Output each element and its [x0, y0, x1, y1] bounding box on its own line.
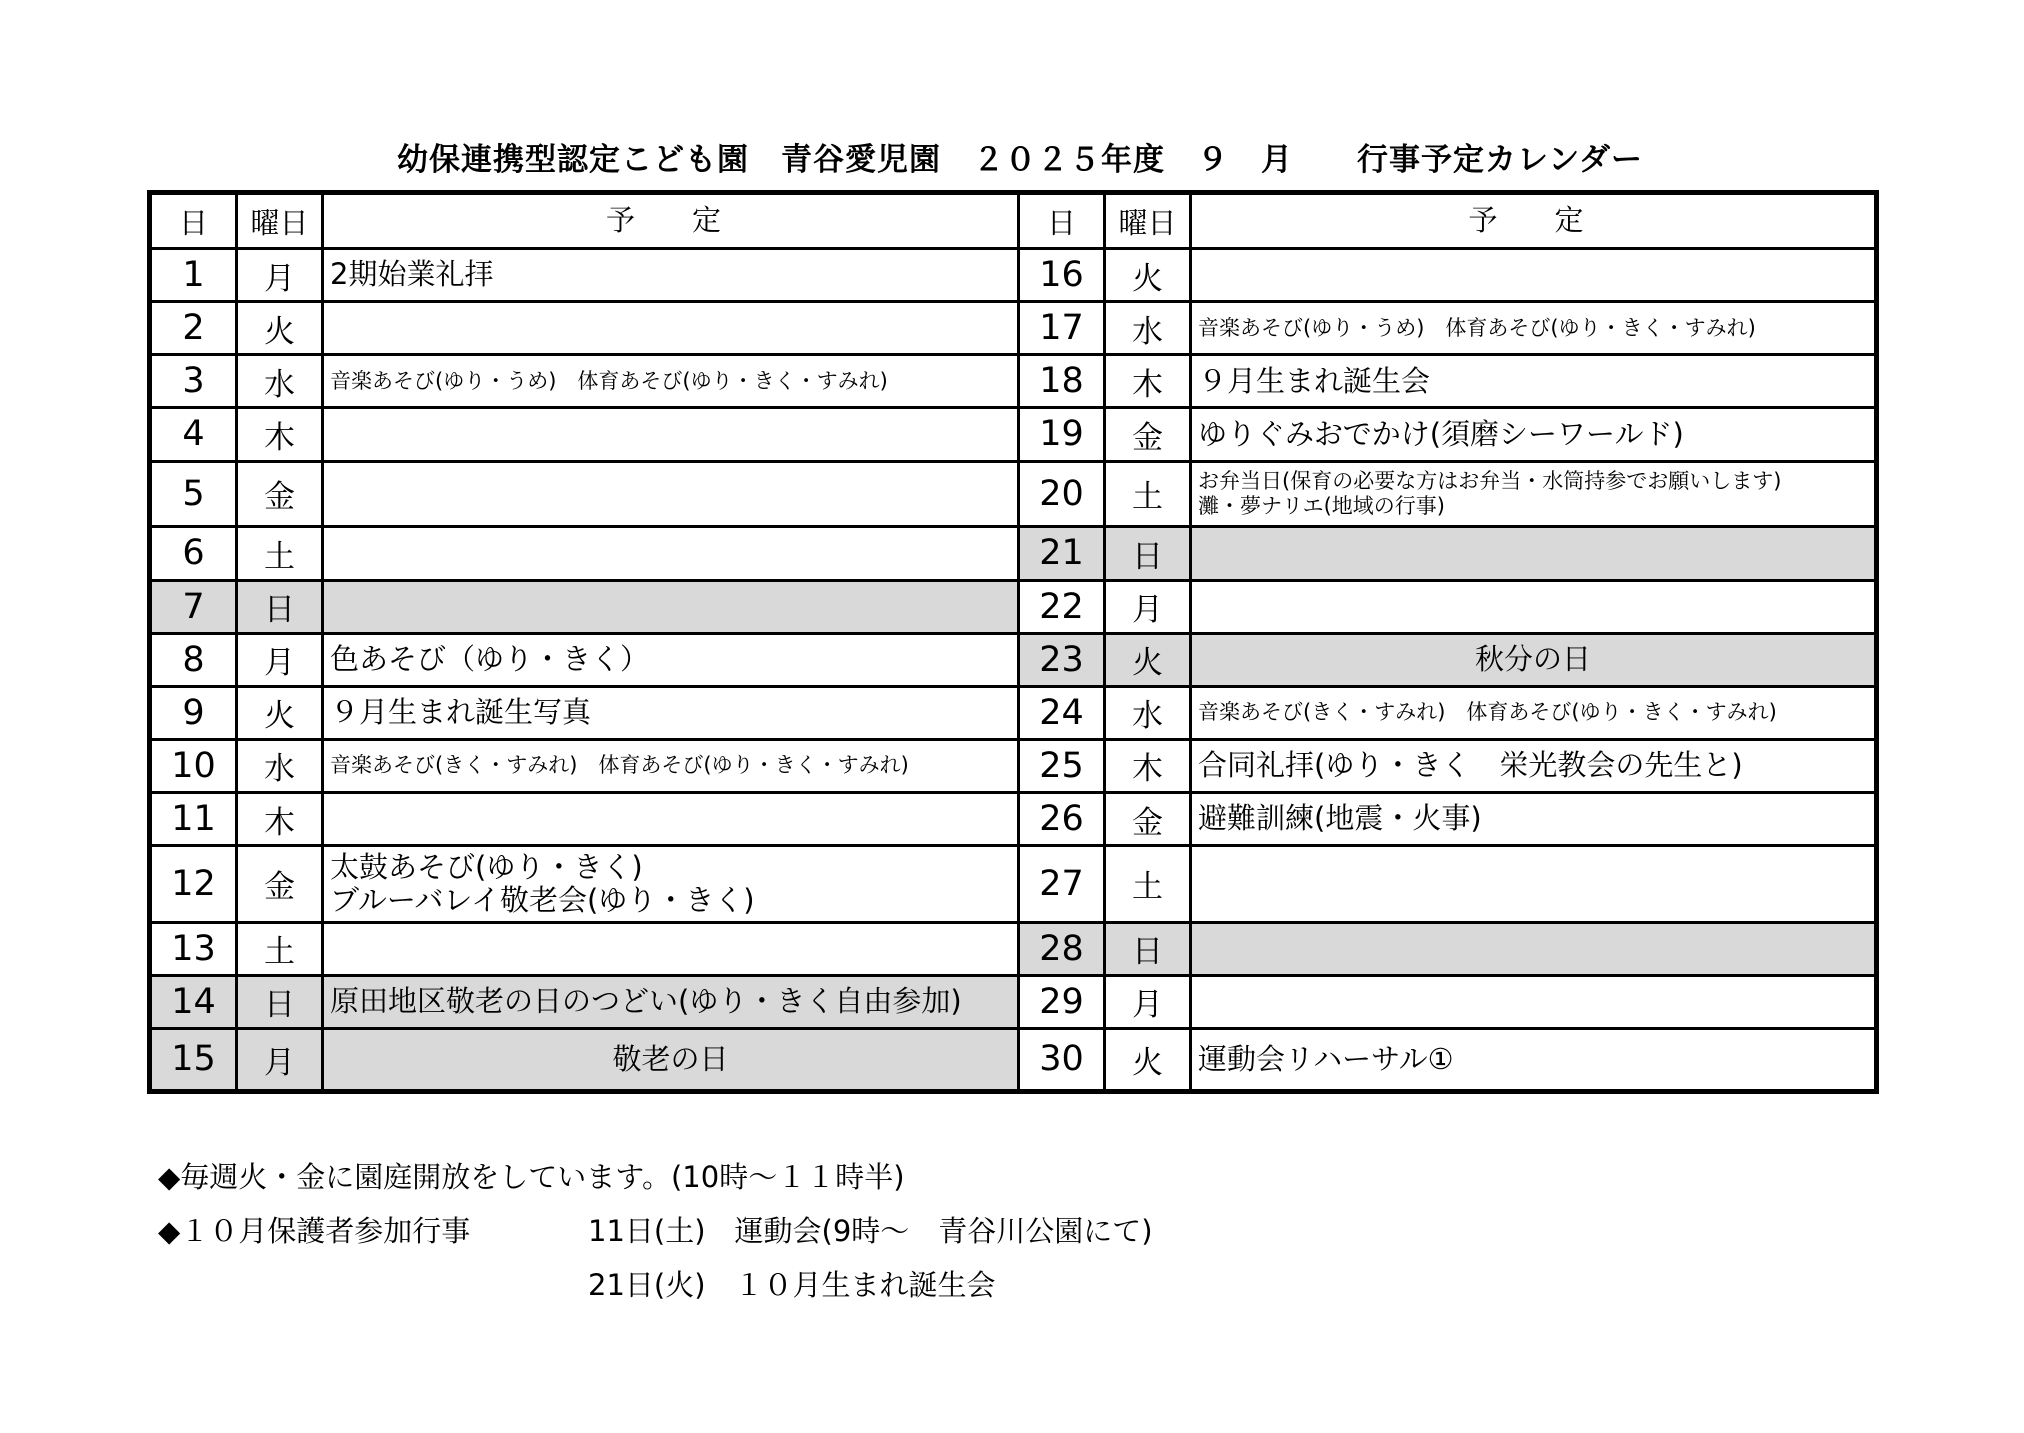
calendar-row [1020, 303, 1874, 356]
weekday: 木 [238, 794, 324, 844]
event-text: ９月生まれ誕生会 [1198, 363, 1431, 398]
event-text [1192, 582, 1874, 632]
calendar-row [1020, 794, 1874, 847]
weekday: 木 [1106, 741, 1192, 791]
day-number: 26 [1020, 794, 1106, 844]
calendar-table [147, 190, 1879, 1094]
day-number: 10 [152, 741, 238, 791]
event-text [1192, 528, 1874, 578]
day-number: 3 [152, 356, 238, 406]
header-schedule: 予 定 [605, 203, 735, 238]
calendar-row [1020, 1030, 1874, 1089]
event-text: 運動会リハーサル① [1198, 1041, 1454, 1076]
weekday: 日 [1106, 528, 1192, 578]
weekday: 木 [238, 409, 324, 459]
calendar-row [152, 1030, 1017, 1089]
calendar-row [152, 463, 1017, 529]
day-number: 21 [1020, 528, 1106, 578]
header-weekday: 曜日 [1106, 195, 1192, 247]
note-parent-events [158, 1204, 1153, 1302]
calendar-row [152, 794, 1017, 847]
weekday: 日 [238, 582, 324, 632]
weekday: 金 [1106, 409, 1192, 459]
header-day: 日 [152, 195, 238, 247]
event-text: 秋分の日 [1192, 635, 1874, 685]
weekday: 金 [238, 847, 324, 921]
day-number: 22 [1020, 582, 1106, 632]
day-number: 24 [1020, 688, 1106, 738]
calendar-row [1020, 409, 1874, 462]
calendar-row [1020, 741, 1874, 794]
event-text: ９月生まれ誕生写真 [330, 695, 592, 730]
event-text [324, 409, 1017, 459]
event-text: 避難訓練(地震・火事) [1198, 801, 1482, 836]
calendar-row [152, 635, 1017, 688]
weekday: 土 [1106, 463, 1192, 526]
weekday: 月 [1106, 977, 1192, 1027]
day-number: 9 [152, 688, 238, 738]
day-number: 20 [1020, 463, 1106, 526]
event-text [1192, 847, 1874, 921]
event-text [324, 924, 1017, 974]
day-number: 15 [152, 1030, 238, 1089]
weekday: 火 [238, 303, 324, 353]
note-garden-opening-text: ◆毎週火・金に園庭開放をしています。(10時～１１時半) [158, 1160, 905, 1194]
calendar-row [1020, 356, 1874, 409]
calendar-row [152, 409, 1017, 462]
weekday: 火 [238, 688, 324, 738]
day-number: 1 [152, 250, 238, 300]
event-text: 合同礼拝(ゆり・きく 栄光教会の先生と) [1198, 748, 1743, 783]
event-text: 音楽あそび(ゆり・うめ) 体育あそび(ゆり・きく・すみれ) [1198, 315, 1756, 340]
event-text [324, 528, 1017, 578]
weekday: 水 [238, 356, 324, 406]
weekday: 木 [1106, 356, 1192, 406]
day-number: 2 [152, 303, 238, 353]
weekday: 月 [238, 1030, 324, 1089]
calendar-row [1020, 924, 1874, 977]
note-garden-opening [158, 1150, 905, 1204]
calendar-row [152, 303, 1017, 356]
page-title: 幼保連携型認定こども園 青谷愛児園 ２０２５年度 ９ 月 行事予定カレンダー [397, 142, 1643, 178]
calendar-left-half [152, 195, 1020, 1089]
calendar-row [152, 688, 1017, 741]
event-text [324, 582, 1017, 632]
event-text [1192, 250, 1874, 300]
event-text: 音楽あそび(ゆり・うめ) 体育あそび(ゆり・きく・すみれ) [330, 368, 888, 393]
day-number: 6 [152, 528, 238, 578]
calendar-row [152, 528, 1017, 581]
calendar-row [1020, 977, 1874, 1030]
day-number: 14 [152, 977, 238, 1027]
event-text: 太鼓あそび(ゆり・きく) ブルーバレイ敬老会(ゆり・きく) [330, 849, 755, 917]
notes-section [158, 1150, 1153, 1302]
day-number: 18 [1020, 356, 1106, 406]
day-number: 8 [152, 635, 238, 685]
weekday: 水 [1106, 303, 1192, 353]
day-number: 25 [1020, 741, 1106, 791]
weekday: 水 [238, 741, 324, 791]
weekday: 土 [238, 528, 324, 578]
calendar-row [1020, 847, 1874, 924]
header-weekday: 曜日 [238, 195, 324, 247]
calendar-row [152, 582, 1017, 635]
day-number: 19 [1020, 409, 1106, 459]
calendar-row [1020, 582, 1874, 635]
weekday: 月 [1106, 582, 1192, 632]
table-header-row [152, 195, 1017, 250]
calendar-row [152, 847, 1017, 924]
day-number: 27 [1020, 847, 1106, 921]
day-number: 13 [152, 924, 238, 974]
event-text: お弁当日(保育の必要な方はお弁当・水筒持参でお願いします) 灘・夢ナリエ(地域の行事) [1198, 468, 1782, 518]
weekday: 金 [1106, 794, 1192, 844]
event-text [1192, 924, 1874, 974]
event-text: 2期始業礼拝 [330, 257, 494, 292]
weekday: 火 [1106, 250, 1192, 300]
calendar-right-half [1020, 195, 1874, 1089]
event-text: 原田地区敬老の日のつどい(ゆり・きく自由参加) [324, 977, 1017, 1027]
calendar-row [1020, 528, 1874, 581]
calendar-row [152, 977, 1017, 1030]
note-parent-event-item: 11日(土) 運動会(9時～ 青谷川公園にて) [588, 1214, 1153, 1248]
event-text: 色あそび（ゆり・きく） [330, 642, 650, 676]
day-number: 29 [1020, 977, 1106, 1027]
day-number: 5 [152, 463, 238, 526]
calendar-row [152, 741, 1017, 794]
day-number: 12 [152, 847, 238, 921]
day-number: 23 [1020, 635, 1106, 685]
event-text [324, 794, 1017, 844]
event-text [1192, 977, 1874, 1027]
weekday: 土 [1106, 847, 1192, 921]
weekday: 日 [238, 977, 324, 1027]
day-number: 28 [1020, 924, 1106, 974]
day-number: 4 [152, 409, 238, 459]
event-text: ゆりぐみおでかけ(須磨シーワールド) [1198, 416, 1684, 451]
day-number: 7 [152, 582, 238, 632]
calendar-row [1020, 688, 1874, 741]
calendar-row [152, 356, 1017, 409]
day-number: 16 [1020, 250, 1106, 300]
weekday: 月 [238, 635, 324, 685]
header-day: 日 [1020, 195, 1106, 247]
day-number: 17 [1020, 303, 1106, 353]
table-header-row [1020, 195, 1874, 250]
weekday: 土 [238, 924, 324, 974]
weekday: 水 [1106, 688, 1192, 738]
note-parent-events-label: ◆１０月保護者参加行事 [158, 1214, 471, 1248]
day-number: 11 [152, 794, 238, 844]
calendar-row [1020, 463, 1874, 529]
weekday: 火 [1106, 635, 1192, 685]
event-text: 敬老の日 [324, 1030, 1017, 1089]
day-number: 30 [1020, 1030, 1106, 1089]
event-text [324, 303, 1017, 353]
note-parent-event-item: 21日(火) １０月生まれ誕生会 [588, 1268, 996, 1302]
calendar-row [1020, 250, 1874, 303]
calendar-row [152, 924, 1017, 977]
weekday: 日 [1106, 924, 1192, 974]
event-text: 音楽あそび(きく・すみれ) 体育あそび(ゆり・きく・すみれ) [1198, 700, 1777, 725]
header-schedule: 予 定 [1468, 203, 1598, 238]
calendar-row [152, 250, 1017, 303]
weekday: 月 [238, 250, 324, 300]
event-text: 音楽あそび(きく・すみれ) 体育あそび(ゆり・きく・すみれ) [330, 753, 909, 778]
weekday: 金 [238, 463, 324, 526]
calendar-row [1020, 635, 1874, 688]
event-text [324, 463, 1017, 526]
weekday: 火 [1106, 1030, 1192, 1089]
